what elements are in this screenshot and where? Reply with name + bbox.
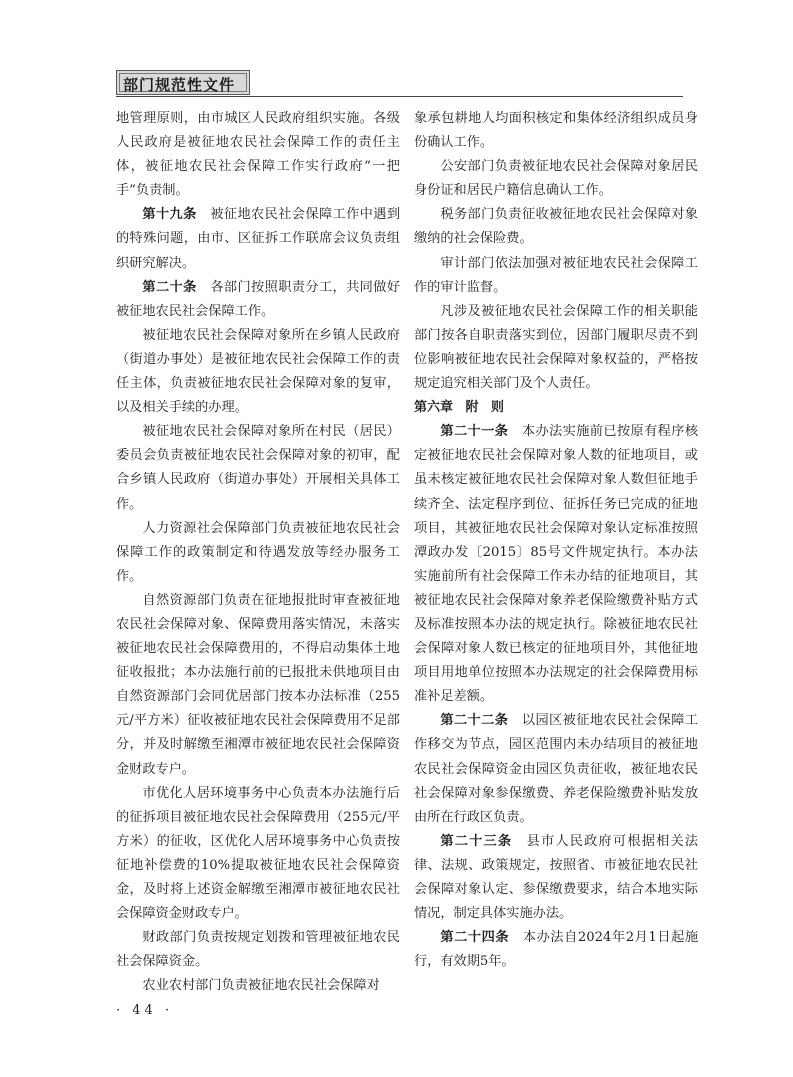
paragraph-text: 县市人民政府可根据相关法律、法规、政策规定，按照省、市被征地农民社会保障对象认定、参保缴费要求，结合本地实际情况，制定具体实施办法。 — [414, 833, 699, 922]
right-column-top-paragraphs — [414, 107, 698, 396]
body-paragraph — [116, 517, 400, 589]
body-paragraph — [116, 324, 400, 420]
section-header-box — [116, 70, 250, 95]
article-paragraph — [414, 830, 698, 926]
paragraph-text: 以园区被征地农民社会保障工作移交为节点，园区范围内未办结项目的被征地农民社会保障资金由园区负责征收，被征地农民社会保障对象参保缴费、养老保险缴费补贴发放由所在行政区负责。 — [414, 713, 699, 825]
body-paragraph — [116, 974, 400, 998]
chapter-heading: 第六章 附 则 — [414, 400, 505, 416]
paragraph-text: 地管理原则，由市城区人民政府组织实施。各级人民政府是被征地农民社会保障工作的责任主体，被征地农民社会保障工作实行政府“一把手”负责制。 — [116, 111, 400, 199]
body-paragraph — [414, 203, 698, 251]
paragraph-text: 象承包耕地人均面积核定和集体经济组织成员身份确认工作。 — [414, 111, 698, 151]
body-paragraph — [116, 926, 400, 974]
paragraph-text: 税务部门负责征收被征地农民社会保障对象缴纳的社会保险费。 — [414, 207, 698, 247]
article-number: 第二十二条 — [440, 713, 509, 729]
right-text-column — [414, 107, 698, 974]
paragraph-text: 凡涉及被征地农民社会保障工作的相关职能部门按各自职责落实到位，因部门履职尽责不到位影响被征地农民社会保障对象权益的，严格按规定追究相关部门及个人责任。 — [414, 303, 698, 392]
paragraph-text: 财政部门负责按规定划拨和管理被征地农民社会保障资金。 — [116, 930, 400, 970]
article-paragraph — [414, 926, 698, 974]
body-paragraph — [414, 155, 698, 203]
article-number: 第十九条 — [142, 207, 197, 223]
paragraph-text: 被征地农民社会保障对象所在乡镇人民政府（街道办事处）是被征地农民社会保障工作的责任主体，负责被征地农民社会保障对象的复审，以及相关手续的办理。 — [116, 327, 400, 416]
paragraph-text: 审计部门依法加强对被征地农民社会保障工作的审计监督。 — [414, 255, 698, 295]
article-number: 第二十三条 — [440, 833, 513, 849]
paragraph-text: 人力资源社会保障部门负责被征地农民社会保障工作的政策制定和待遇发放等经办服务工作。 — [116, 520, 400, 584]
body-paragraph — [414, 252, 698, 300]
body-paragraph — [116, 420, 400, 516]
body-paragraph — [414, 107, 698, 155]
paragraph-text: 被征地农民社会保障工作中遇到的特殊问题，由市、区征拆工作联席会议负责组织研究解决。 — [116, 207, 401, 271]
header-rule — [116, 96, 683, 97]
section-header-label: 部门规范性文件 — [123, 76, 236, 94]
body-paragraph — [414, 300, 698, 396]
body-paragraph — [116, 107, 400, 203]
paragraph-text: 农业农村部门负责被征地农民社会保障对 — [142, 978, 380, 994]
body-paragraph — [116, 782, 400, 927]
paragraph-text: 市优化人居环境事务中心负责本办法施行后的征拆项目被征地农民社会保障费用（255元/平方米）的征收，区优化人居环境事务中心负责按征地补偿费的10%提取被征地农民社会保障资金，及时将上述资金解缴至湘潭市被征地农民社会保障资金财政专户。 — [116, 785, 400, 922]
paragraph-text: 公安部门负责被征地农民社会保障对象居民身份证和居民户籍信息确认工作。 — [414, 159, 698, 199]
article-number: 第二十条 — [142, 279, 197, 295]
left-text-column — [116, 107, 400, 998]
paragraph-text: 被征地农民社会保障对象所在村民（居民）委员会负责被征地农民社会保障对象的初审，配合乡镇人民政府（街道办事处）开展相关具体工作。 — [116, 424, 400, 512]
article-number: 第二十四条 — [440, 930, 510, 946]
article-paragraph — [414, 709, 698, 829]
article-number: 第二十一条 — [440, 424, 509, 440]
article-paragraph — [116, 276, 400, 324]
paragraph-text: 各部门按照职责分工，共同做好被征地农民社会保障工作。 — [116, 279, 401, 319]
right-column-bottom-paragraphs — [414, 420, 698, 974]
page-number: · 44 · — [116, 1003, 174, 1018]
body-paragraph — [116, 589, 400, 782]
paragraph-text: 自然资源部门负责在征地报批时审查被征地农民社会保障对象、保障费用落实情况，未落实被征地农民社会保障费用的，不得启动集体土地征收报批；本办法施行前的已报批未供地项目由自然资源部门会同优居部门按本办法标准（255元/平方米）征收被征地农民社会保障费用不足部分，并及时解缴至湘潭市被征地农民社会保障资金财政专户。 — [116, 592, 400, 777]
article-paragraph — [414, 420, 698, 709]
paragraph-text: 本办法自2024年2月1日起施行，有效期5年。 — [414, 930, 699, 970]
paragraph-text: 本办法实施前已按原有程序核定被征地农民社会保障对象人数的征地项目，或虽未核定被征地农民社会保障对象人数但征地手续齐全、法定程序到位、征拆任务已完成的征地项目，其被征地农民社会保障对象认定标准按照潭政办发〔2015〕85号文件规定执行。本办法实施前所有社会保障工作未办结的征地项目，其被征地农民社会保障对象养老保险缴费补贴方式及标准按照本办法的规定执行。除被征地农民社会保障对象人数已核定的征地项目外，其他征地项目用地单位按照本办法规定的社会保障费用标准补足差额。 — [414, 424, 699, 705]
article-paragraph — [116, 203, 400, 275]
